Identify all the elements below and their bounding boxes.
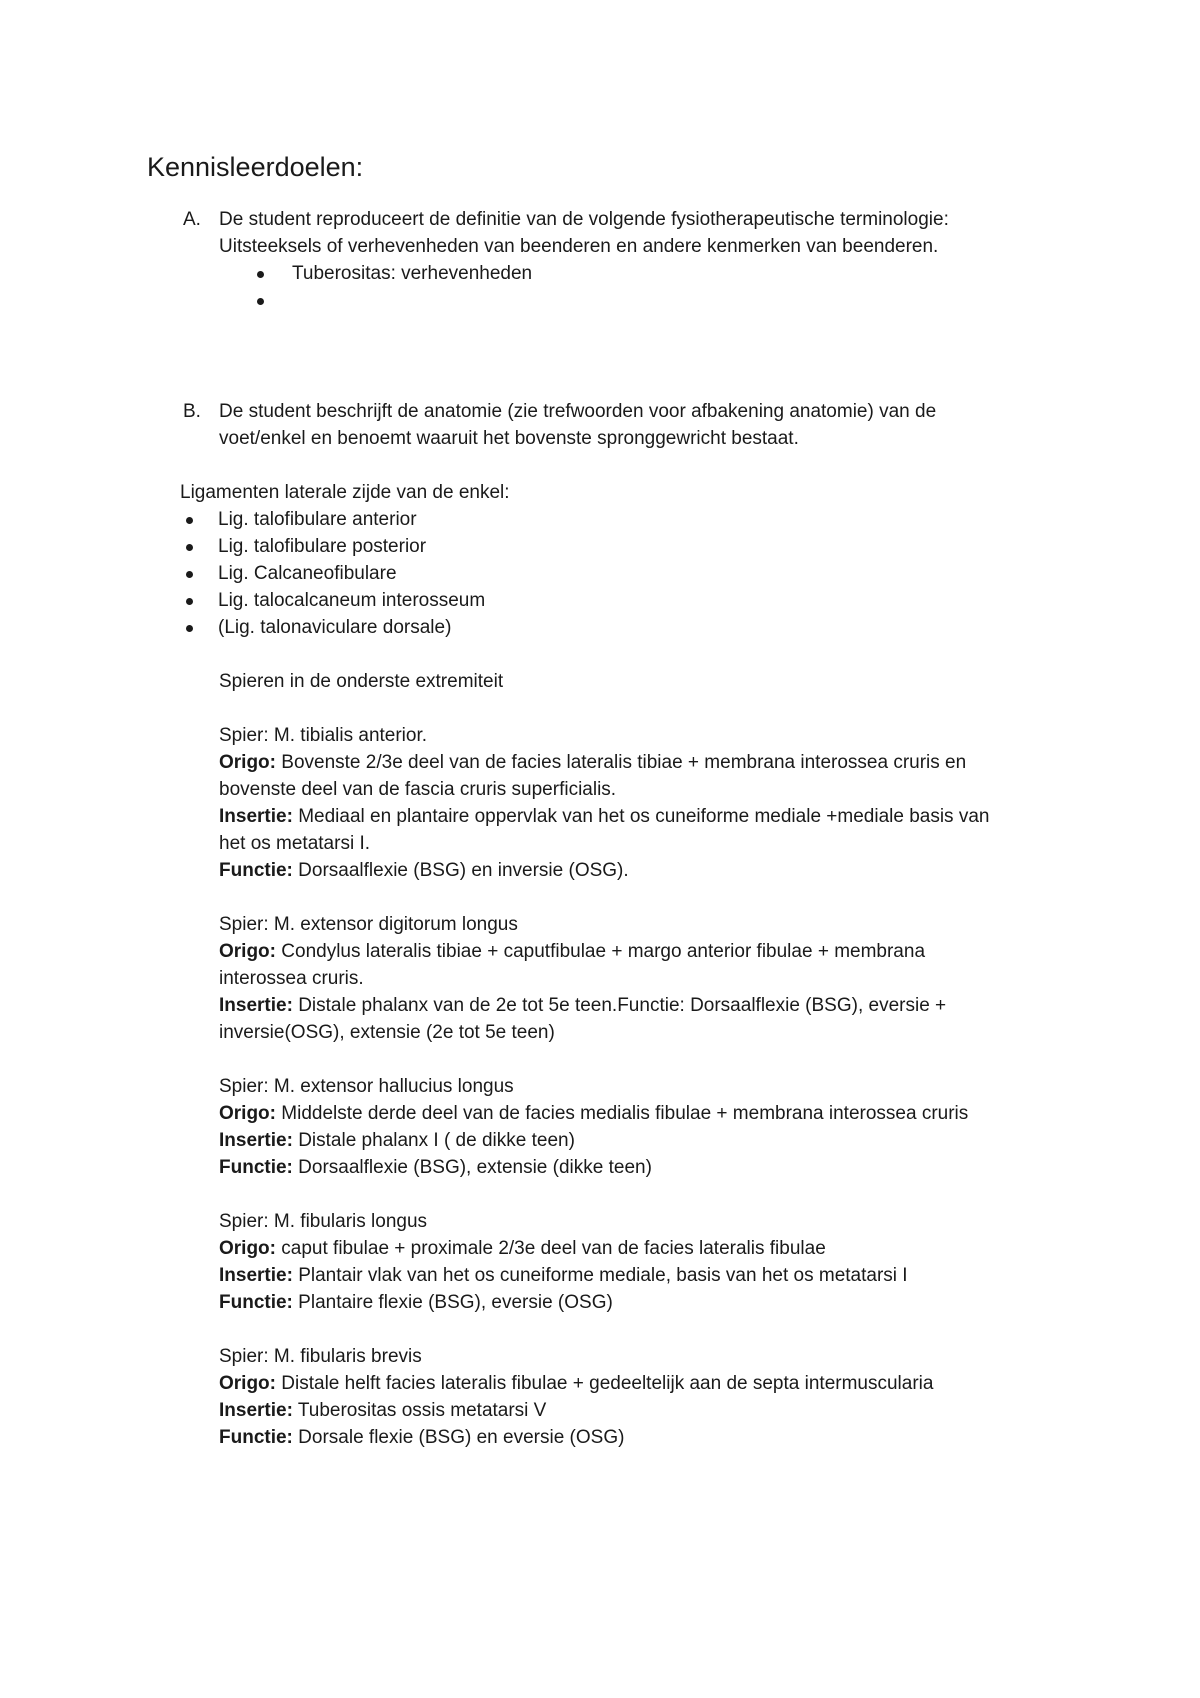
bullet-icon xyxy=(186,598,193,605)
label-functie: Functie: xyxy=(219,1157,293,1178)
ligament-item: Lig. talofibulare posterior xyxy=(218,536,427,557)
functie-text: Dorsaalflexie (BSG) en inversie (OSG). xyxy=(292,860,629,881)
bullet-icon xyxy=(186,517,193,524)
bullet-icon xyxy=(186,625,193,632)
bullet-icon xyxy=(186,571,193,578)
label-functie: Functie: xyxy=(219,860,293,881)
insertie-text-cont: inversie(OSG), extensie (2e tot 5e teen) xyxy=(219,1022,555,1043)
bullet-icon xyxy=(257,298,264,305)
muscle-origo-cont xyxy=(219,965,364,992)
insertie-text: Mediaal en plantaire oppervlak van het os cuneiforme mediale +mediale basis van xyxy=(292,806,990,827)
ligament-item: Lig. Calcaneofibulare xyxy=(218,563,397,584)
muscle-name: Spier: M. extensor hallucius longus xyxy=(219,1076,514,1097)
label-functie: Functie: xyxy=(219,1292,293,1313)
origo-text-cont: bovenste deel van de fascia cruris superficialis. xyxy=(219,779,617,800)
muscle-name: Spier: M. extensor digitorum longus xyxy=(219,914,518,935)
goal-b-marker: B. xyxy=(183,401,201,422)
label-insertie: Insertie: xyxy=(219,995,293,1016)
muscles-title: Spieren in de onderste extremiteit xyxy=(219,671,504,692)
ligaments-title: Ligamenten laterale zijde van de enkel: xyxy=(180,482,510,503)
muscle-functie xyxy=(219,1289,613,1316)
muscle-functie xyxy=(219,1424,624,1451)
muscle-origo-cont xyxy=(219,776,616,803)
label-origo: Origo: xyxy=(219,752,276,773)
functie-text: Dorsale flexie (BSG) en eversie (OSG) xyxy=(292,1427,625,1448)
functie-text: Plantaire flexie (BSG), eversie (OSG) xyxy=(292,1292,613,1313)
goal-a-text-2: Uitsteeksels of verhevenheden van beenderen en andere kenmerken van beenderen. xyxy=(219,236,939,257)
muscle-insertie xyxy=(219,992,946,1019)
goal-a-marker: A. xyxy=(183,209,201,230)
origo-text: caput fibulae + proximale 2/3e deel van de facies lateralis fibulae xyxy=(276,1238,826,1259)
label-insertie: Insertie: xyxy=(219,1130,293,1151)
muscle-insertie xyxy=(219,1262,908,1289)
ligament-item: Lig. talocalcaneum interosseum xyxy=(218,590,486,611)
goal-a-text-1: De student reproduceert de definitie van de volgende fysiotherapeutische terminologie: xyxy=(219,209,949,230)
muscle-insertie-cont xyxy=(219,1019,555,1046)
muscle-insertie xyxy=(219,803,989,830)
insertie-text: Tuberositas ossis metatarsi V xyxy=(292,1400,547,1421)
goal-b-text-1: De student beschrijft de anatomie (zie trefwoorden voor afbakening anatomie) van de xyxy=(219,401,937,422)
label-origo: Origo: xyxy=(219,1103,276,1124)
origo-text: Condylus lateralis tibiae + caputfibulae + margo anterior fibulae + membrana xyxy=(276,941,926,962)
ligament-item: Lig. talofibulare anterior xyxy=(218,509,417,530)
label-insertie: Insertie: xyxy=(219,806,293,827)
bullet-icon xyxy=(186,544,193,551)
muscle-functie xyxy=(219,857,629,884)
muscle-name: Spier: M. fibularis longus xyxy=(219,1211,428,1232)
muscle-insertie xyxy=(219,1127,575,1154)
label-origo: Origo: xyxy=(219,1238,276,1259)
label-functie: Functie: xyxy=(219,1427,293,1448)
goal-a-bullet-1: Tuberositas: verhevenheden xyxy=(292,263,533,284)
goal-b-text-2: voet/enkel en benoemt waaruit het bovenste spronggewricht bestaat. xyxy=(219,428,799,449)
muscle-name: Spier: M. tibialis anterior. xyxy=(219,725,428,746)
ligament-item: (Lig. talonaviculare dorsale) xyxy=(218,617,452,638)
insertie-text: Distale phalanx I ( de dikke teen) xyxy=(292,1130,575,1151)
muscle-insertie-cont xyxy=(219,830,370,857)
origo-text: Bovenste 2/3e deel van de facies lateralis tibiae + membrana interossea cruris en xyxy=(276,752,967,773)
label-origo: Origo: xyxy=(219,941,276,962)
muscle-origo xyxy=(219,1370,933,1397)
muscle-functie xyxy=(219,1154,652,1181)
label-insertie: Insertie: xyxy=(219,1400,293,1421)
muscle-name: Spier: M. fibularis brevis xyxy=(219,1346,422,1367)
insertie-text: Distale phalanx van de 2e tot 5e teen.Functie: Dorsaalflexie (BSG), eversie + xyxy=(292,995,947,1016)
origo-text: Middelste derde deel van de facies medialis fibulae + membrana interossea cruris xyxy=(276,1103,969,1124)
muscle-origo xyxy=(219,1235,826,1262)
label-insertie: Insertie: xyxy=(219,1265,293,1286)
label-origo: Origo: xyxy=(219,1373,276,1394)
muscle-origo xyxy=(219,938,925,965)
page-title: Kennisleerdoelen: xyxy=(147,152,364,182)
functie-text: Dorsaalflexie (BSG), extensie (dikke teen) xyxy=(292,1157,652,1178)
insertie-text: Plantair vlak van het os cuneiforme mediale, basis van het os metatarsi I xyxy=(292,1265,908,1286)
insertie-text-cont: het os metatarsi I. xyxy=(219,833,371,854)
origo-text-cont: interossea cruris. xyxy=(219,968,364,989)
bullet-icon xyxy=(257,271,264,278)
muscle-insertie xyxy=(219,1397,546,1424)
origo-text: Distale helft facies lateralis fibulae + gedeeltelijk aan de septa intermuscularia xyxy=(276,1373,934,1394)
muscle-origo xyxy=(219,1100,968,1127)
muscle-origo xyxy=(219,749,966,776)
